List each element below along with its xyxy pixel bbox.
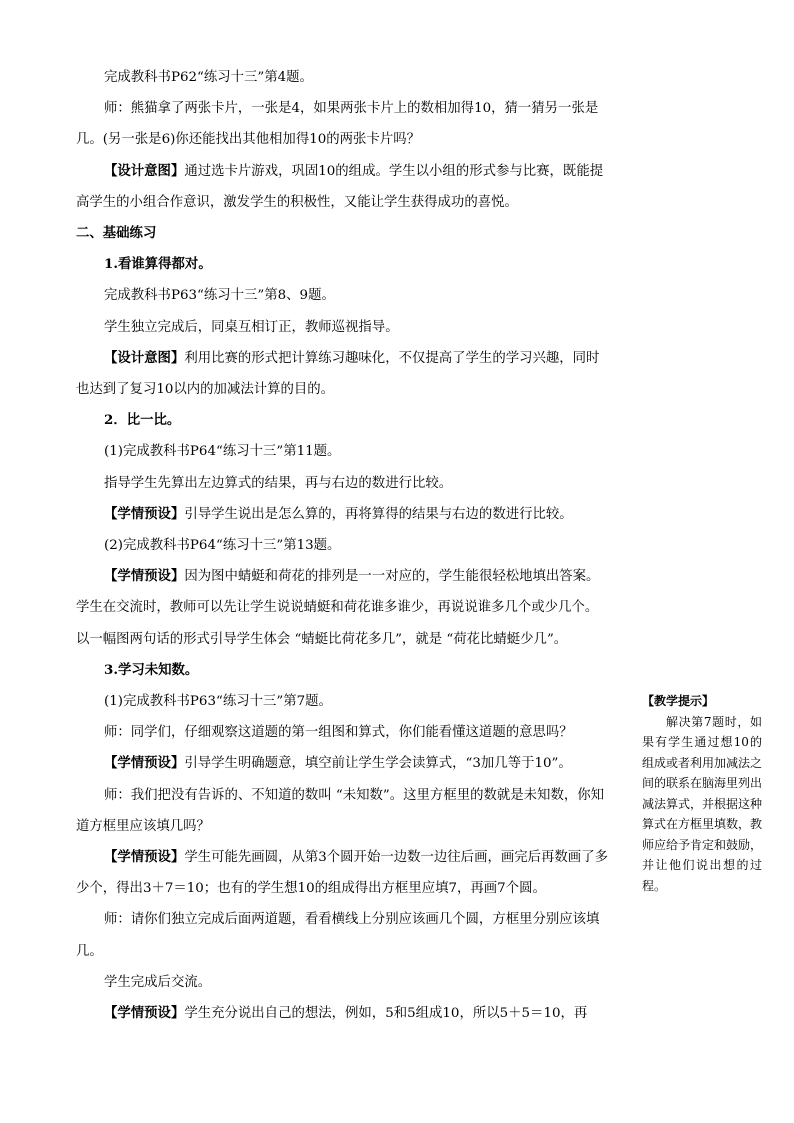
teaching-tip-body: 解决第7题时，如果有学生通过想10的组成或者利用加减法之间的联系在脑海里列出减法算式，并根据这种算式在方框里填数，教师应给予肯定和鼓励，并让他们说出想的过程。 bbox=[642, 714, 763, 893]
paragraph: 指导学生先算出左边算式的结果，再与右边的数进行比较。 bbox=[104, 475, 453, 491]
learning-preview-tag: 【学情预设】 bbox=[104, 568, 185, 585]
learning-preview-tag: 【学情预设】 bbox=[104, 505, 185, 522]
paragraph: 师：同学们，仔细观察这道题的第一组图和算式，你们能看懂这道题的意思吗？ bbox=[104, 725, 573, 741]
paragraph: 学生完成后交流。 bbox=[104, 974, 212, 990]
design-intent-paragraph bbox=[76, 343, 608, 405]
learning-preview-paragraph bbox=[76, 748, 608, 779]
paragraph: 完成教科书P62“练习十三”第4题。 bbox=[104, 70, 313, 85]
learning-preview-paragraph bbox=[76, 499, 608, 530]
subheading-2: 2．比一比。 bbox=[104, 412, 181, 429]
paragraph-text: 通过选卡片游戏，巩固10的组成。学生以小组的形式参与比赛，既能提高学生的小组合作意识，激发学生的积极性，又能让学生获得成功的喜悦。 bbox=[76, 163, 604, 210]
paragraph-text: 学生可能先画圆，从第3个圆开始一边数一边往后画，画完后再数画了多少个，得出3＋7＝10；也有的学生想10的组成得出方框里应填7，再画7个圆。 bbox=[76, 850, 608, 897]
design-intent-tag: 【设计意图】 bbox=[104, 349, 185, 366]
subheading-1: 1.看谁算得都对。 bbox=[104, 256, 212, 273]
learning-preview-tag: 【学情预设】 bbox=[104, 755, 185, 772]
teaching-tip-title: 【教学提示】 bbox=[642, 694, 715, 708]
paragraph-text: 引导学生明确题意，填空前让学生学会读算式，“3加几等于10”。 bbox=[184, 756, 572, 772]
paragraph: (1)完成教科书P63“练习十三”第7题。 bbox=[104, 694, 332, 710]
paragraph: 完成教科书P63“练习十三”第8、9题。 bbox=[104, 288, 335, 304]
learning-preview-paragraph bbox=[76, 842, 608, 904]
design-intent-tag: 【设计意图】 bbox=[104, 162, 185, 179]
paragraph-text: 因为图中蜻蜓和荷花的排列是一一对应的，学生能很轻松地填出答案。学生在交流时，教师可以先让学生说说蜻蜓和荷花谁多谁少，再说说谁多几个或少几个。以一幅图两句话的形式引导学生体会 “蜻蜓比荷花多几”，就是 “荷花比蜻蜓少几”。 bbox=[76, 569, 600, 647]
teaching-tip-sidebar bbox=[642, 691, 762, 896]
subheading-3: 3.学习未知数。 bbox=[104, 661, 199, 678]
main-column bbox=[76, 62, 608, 1029]
paragraph: 师：请你们独立完成后面两道题，看看横线上分别应该画几个圆，方框里分别应该填几。 bbox=[76, 912, 600, 959]
paragraph: 学生独立完成后，同桌互相订正，教师巡视指导。 bbox=[104, 319, 399, 335]
section-heading-basic-practice: 二、基础练习 bbox=[76, 225, 157, 242]
paragraph: (2)完成教科书P64“练习十三”第13题。 bbox=[104, 538, 341, 554]
learning-preview-paragraph bbox=[76, 561, 608, 655]
design-intent-paragraph bbox=[76, 156, 608, 218]
paragraph-text: 引导学生说出是怎么算的，再将算得的结果与右边的数进行比较。 bbox=[184, 506, 573, 522]
learning-preview-paragraph bbox=[76, 998, 608, 1029]
learning-preview-tag: 【学情预设】 bbox=[104, 1005, 185, 1022]
paragraph-text: 利用比赛的形式把计算练习趣味化，不仅提高了学生的学习兴趣，同时也达到了复习10以内的加减法计算的目的。 bbox=[76, 350, 600, 398]
paragraph: 师：熊猫拿了两张卡片，一张是4，如果两张卡片上的数相加得10，猜一猜另一张是几。(另一张是6)你还能找出其他相加得10的两张卡片吗？ bbox=[76, 101, 599, 148]
paragraph-text: 学生充分说出自己的想法，例如，5和5组成10，所以5＋5＝10，再 bbox=[184, 1006, 588, 1022]
paragraph: (1)完成教科书P64“练习十三”第11题。 bbox=[104, 444, 341, 460]
paragraph: 师：我们把没有告诉的、不知道的数叫 “未知数”。这里方框里的数就是未知数，你知道方框里应该填几吗？ bbox=[76, 787, 605, 834]
learning-preview-tag: 【学情预设】 bbox=[104, 849, 185, 866]
